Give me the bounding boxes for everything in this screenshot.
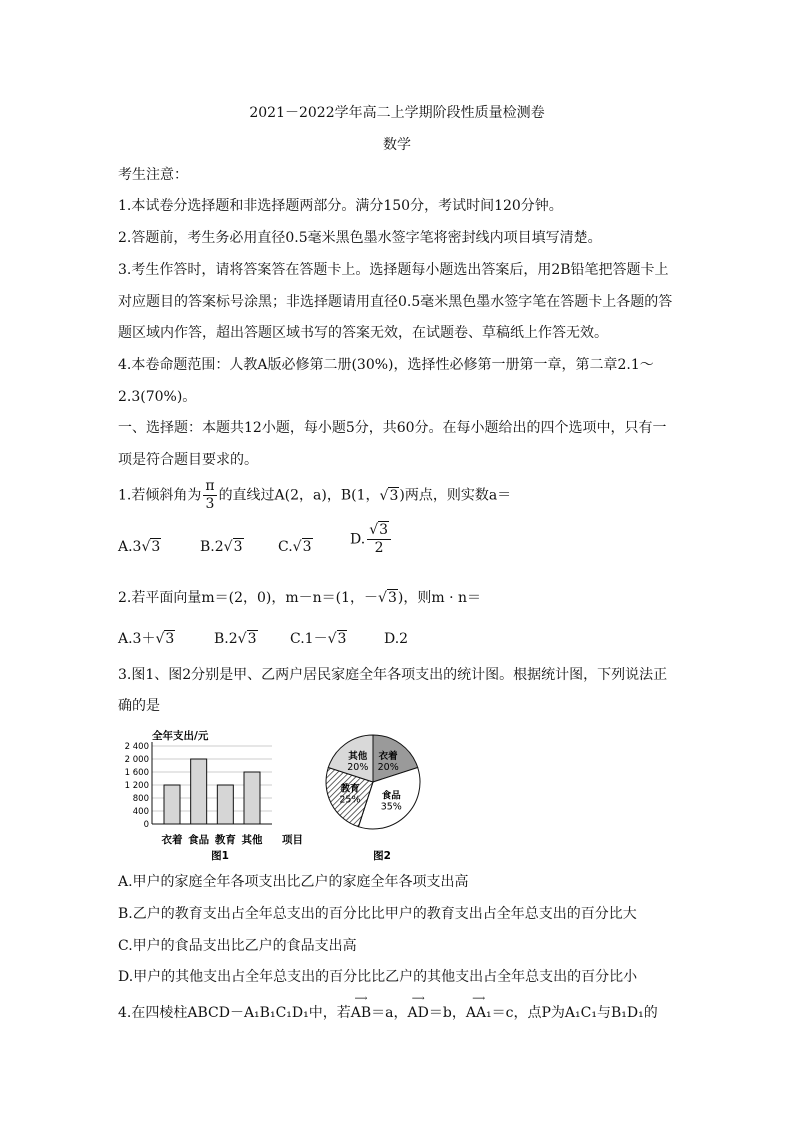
pie-slice-label: 其他 — [348, 751, 368, 763]
bar-2 — [217, 785, 233, 824]
q1-option-c: C.√3 — [278, 539, 312, 555]
notice-item-2: 2.答题前，考生务必用直径0.5毫米黑色墨水签字笔将密封线内项目填写清楚。 — [118, 230, 602, 246]
pi-over-3-fraction — [203, 478, 216, 513]
vector-arrow-icon: ⟶ — [472, 994, 486, 1004]
notice-item-4-cont: 2.3(70%)。 — [118, 389, 197, 405]
bar-chart-ytick-label: 800 — [132, 794, 149, 804]
q3-option-c: C.甲户的食品支出比乙户的食品支出高 — [118, 938, 357, 954]
section-heading-cont: 项是符合题目要求的。 — [118, 452, 258, 468]
q3-option-b: B.乙户的教育支出占全年总支出的百分比比甲户的教育支出占全年总支出的百分比大 — [118, 906, 637, 922]
q2-option-a: A.3＋√3 — [118, 631, 175, 647]
pie-chart-figure-2 — [316, 720, 426, 866]
bar-chart-ytick-label: 1 200 — [124, 781, 149, 791]
figure-2-caption: 图2 — [373, 850, 391, 862]
q3-option-d: D.甲户的其他支出占全年总支出的百分比比乙户的其他支出占全年总支出的百分比小 — [118, 969, 638, 985]
q2-option-d: D.2 — [384, 631, 409, 647]
notice-item-3: 3.考生作答时，请将答案答在答题卡上。选择题每小题选出答案后，用2B铅笔把答题卡上 — [118, 262, 669, 278]
vector-ad: ⟶ AD — [407, 994, 429, 1021]
pie-slice-label: 衣着 — [378, 751, 398, 763]
notice-item-3-cont2: 题区域内作答，超出答题区域书写的答案无效，在试题卷、草稿纸上作答无效。 — [118, 325, 608, 341]
question-2 — [118, 589, 481, 607]
vector-arrow-icon: ⟶ — [354, 994, 368, 1004]
frac-denominator: 3 — [205, 496, 215, 512]
q1-mid: 的直线过A(2，a)，B(1， — [218, 487, 380, 504]
q1-option-a: A.3√3 — [118, 539, 161, 555]
bar-chart-ytick-label: 0 — [143, 820, 149, 830]
question-3-cont: 确的是 — [118, 698, 160, 714]
bar-chart-ytick-label: 2 400 — [124, 742, 149, 752]
pie-slice-percent: 20% — [347, 762, 369, 774]
bar-category-label: 衣着 — [161, 834, 183, 846]
sqrt-symbol: √3 — [378, 590, 397, 606]
q1-option-d: D. $\frac{√3}{2}$ — [350, 522, 393, 557]
question-1 — [118, 478, 511, 513]
bar-chart-ylabel: 全年支出/元 — [152, 730, 209, 742]
pie-slice-label: 食品 — [381, 790, 401, 802]
bar-chart-figure-1 — [116, 726, 316, 866]
notice-item-3-cont: 对应题目的答案标号涂黑；非选择题请用直径0.5毫米黑色墨水签字笔在答题卡上各题的答 — [118, 294, 673, 310]
q2-option-c: C.1－√3 — [290, 631, 347, 647]
q2-prefix: 2.若平面向量m＝(2，0)，m－n＝(1，－ — [118, 590, 379, 606]
pie-slice-percent: 35% — [380, 801, 402, 813]
q1-suffix: )两点，则实数a＝ — [399, 487, 512, 504]
bar-category-label: 教育 — [214, 834, 236, 846]
bar-chart-xlabel: 项目 — [282, 834, 303, 846]
vector-ab: ⟶ AB — [350, 994, 372, 1021]
bar-chart-ytick-label: 400 — [132, 807, 149, 817]
bar-chart-ytick-label: 2 000 — [124, 755, 149, 765]
bar-category-label: 其他 — [241, 834, 263, 846]
vector-arrow-icon: ⟶ — [411, 994, 425, 1004]
q1-option-b: B.2√3 — [200, 539, 243, 555]
notice-item-4: 4.本卷命题范围：人教A版必修第二册(30%)，选择性必修第一册第一章，第二章2.1～ — [118, 357, 654, 373]
bar-1 — [191, 759, 207, 824]
vector-aa1: ⟶ AA₁ — [465, 994, 492, 1021]
question-4: 4.在四棱柱ABCD－A₁B₁C₁D₁中，若 ⟶ AB＝a， ⟶ AD＝b， ⟶ AA₁＝c，点P为A₁C₁与B₁D₁的 — [118, 994, 658, 1021]
bar-chart-ytick-label: 1 600 — [124, 768, 149, 778]
notice-heading: 考生注意： — [118, 167, 188, 183]
exam-title: 2021－2022学年高二上学期阶段性质量检测卷 — [249, 105, 545, 121]
bar-category-label: 食品 — [188, 834, 210, 846]
frac-numerator: π — [205, 478, 215, 494]
pie-slice-label: 教育 — [340, 783, 360, 795]
pie-slice-percent: 25% — [339, 794, 361, 806]
pie-slice-percent: 20% — [377, 762, 399, 774]
sqrt-symbol: √3 — [379, 487, 399, 504]
q1-prefix: 1.若倾斜角为 — [118, 487, 202, 504]
q3-option-a: A.甲户的家庭全年各项支出比乙户的家庭全年各项支出高 — [118, 874, 469, 890]
q2-suffix: )，则m · n＝ — [397, 590, 481, 606]
bar-0 — [164, 785, 180, 824]
question-3: 3.图1、图2分别是甲、乙两户居民家庭全年各项支出的统计图。根据统计图，下列说法正 — [118, 667, 668, 683]
notice-item-1: 1.本试卷分选择题和非选择题两部分。满分150分，考试时间120分钟。 — [118, 198, 563, 214]
q4-prefix: 4.在四棱柱ABCD－A₁B₁C₁D₁中，若 — [118, 1005, 351, 1021]
figure-1-caption: 图1 — [211, 850, 229, 862]
q2-option-b: B.2√3 — [214, 631, 257, 647]
bar-3 — [244, 772, 260, 824]
subject-title: 数学 — [383, 137, 411, 153]
section-heading: 一、选择题：本题共12小题，每小题5分，共60分。在每小题给出的四个选项中，只有一 — [118, 420, 667, 436]
